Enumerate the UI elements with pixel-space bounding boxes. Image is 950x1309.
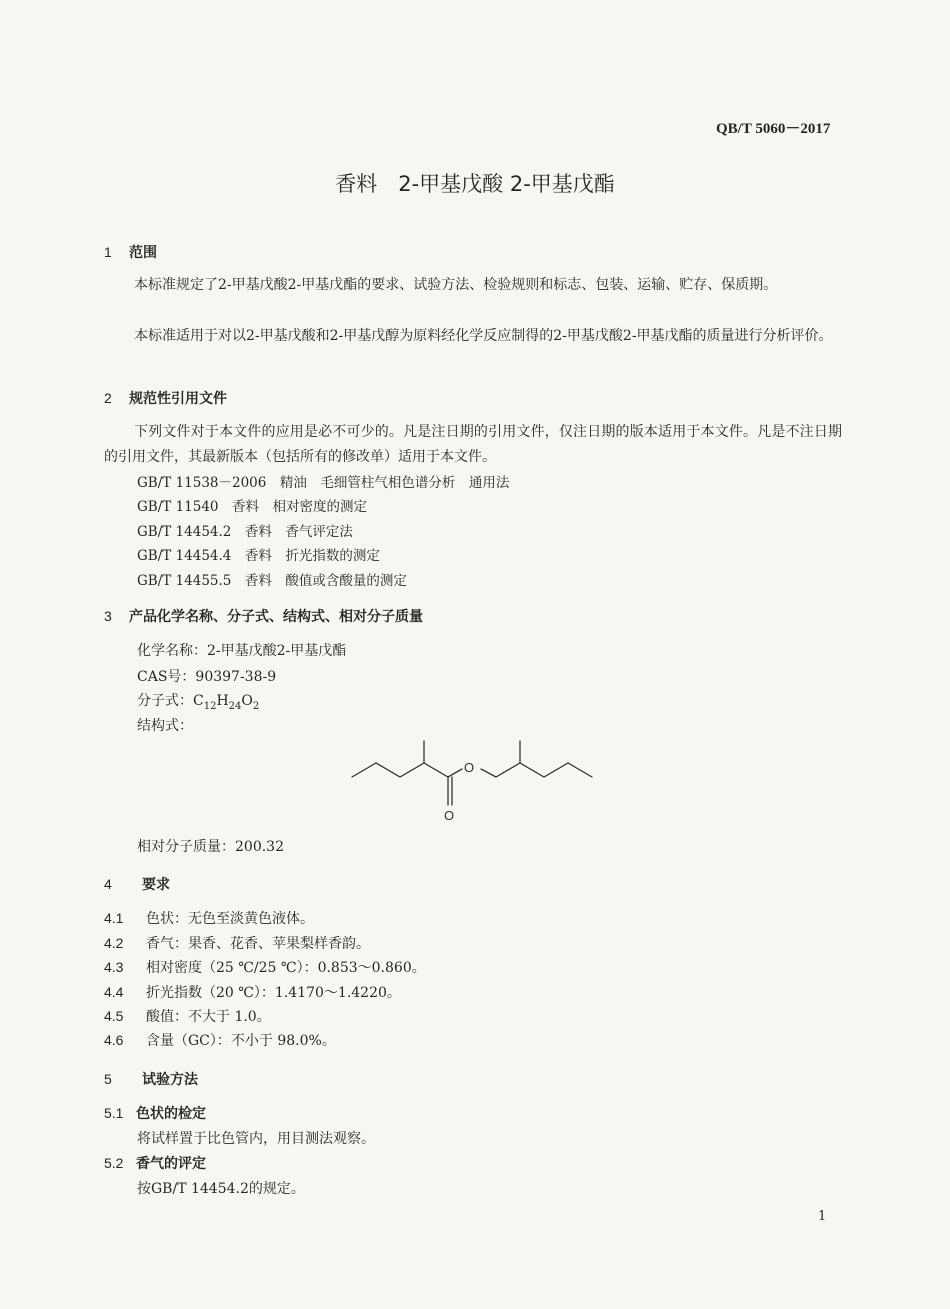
- molecular-mass: 相对分子质量：200.32: [137, 839, 284, 855]
- page-number: 1: [818, 1209, 827, 1224]
- requirement-item: 4.5 酸值：不大于 1.0。: [104, 1008, 271, 1025]
- section-2-paragraph: 下列文件对于本文件的应用是必不可少的。凡是注日期的引用文件，仅注日期的版本适用于本文件。凡是不注日期的引用文件，其最新版本（包括所有的修改单）适用于本文件。: [104, 424, 842, 465]
- section-number: 1: [104, 244, 112, 260]
- section-number: 3: [104, 608, 112, 624]
- section-title: 范围: [129, 245, 157, 261]
- section-5-heading: [104, 1069, 198, 1089]
- section-title: 产品化学名称、分子式、结构式、相对分子质量: [129, 609, 423, 625]
- section-number: 5: [104, 1071, 112, 1087]
- document-title: 香料 2-甲基戊酸 2-甲基戊酯: [335, 172, 615, 196]
- structure-label: 结构式：: [137, 718, 193, 734]
- requirement-item: 4.6 含量（GC）：不小于 98.0%。: [104, 1032, 336, 1049]
- reference-item: GB/T 11540 香料 相对密度的测定: [137, 499, 367, 515]
- requirement-item: 4.4 折光指数（20 ℃）：1.4170～1.4220。: [104, 984, 401, 1001]
- section-3-heading: [104, 606, 423, 626]
- molecular-formula: 分子式：$C_{12}H_{24}O_2$: [137, 693, 260, 712]
- requirement-item: 4.2 香气：果香、花香、苹果梨样香韵。: [104, 935, 370, 952]
- subsection-5-2-text: 按GB/T 14454.2的规定。: [137, 1181, 305, 1197]
- section-title: 规范性引用文件: [129, 391, 227, 407]
- requirement-item: 4.1 色状：无色至淡黄色液体。: [104, 910, 314, 927]
- section-title: 试验方法: [142, 1072, 198, 1088]
- reference-item: GB/T 14455.5 香料 酸值或含酸量的测定: [137, 573, 407, 589]
- section-number: 2: [104, 390, 112, 406]
- section-1-paragraph-1: 本标准规定了2-甲基戊酸2-甲基戊酯的要求、试验方法、检验规则和标志、包装、运输、贮存、保质期。: [134, 277, 778, 293]
- subsection-5-1-heading: 5.1 色状的检定: [104, 1105, 206, 1122]
- section-title: 要求: [142, 877, 170, 893]
- section-1-paragraph-2: 本标准适用于对以2-甲基戊酸和2-甲基戊醇为原料经化学反应制得的2-甲基戊酸2-甲基戊酯的质量进行分析评价。: [134, 328, 833, 344]
- section-4-heading: [104, 874, 170, 894]
- reference-item: GB/T 14454.2 香料 香气评定法: [137, 524, 353, 540]
- cas-number: CAS号：90397-38-9: [137, 669, 277, 685]
- structural-formula: [340, 735, 610, 825]
- section-2-heading: [104, 388, 227, 408]
- carbonyl-oxygen-label: O: [444, 808, 455, 823]
- subsection-5-1-text: 将试样置于比色管内，用目测法观察。: [137, 1131, 375, 1147]
- chemical-name: 化学名称：2-甲基戊酸2-甲基戊酯: [137, 643, 347, 659]
- section-1-heading: [104, 242, 157, 262]
- requirement-item: 4.3 相对密度（25 ℃/25 ℃）：0.853～0.860。: [104, 959, 426, 976]
- reference-item: GB/T 11538－2006 精油 毛细管柱气相色谱分析 通用法: [137, 475, 510, 491]
- section-number: 4: [104, 876, 112, 892]
- subsection-5-2-heading: 5.2 香气的评定: [104, 1155, 206, 1172]
- standard-code: QB/T 5060－2017: [716, 121, 831, 137]
- ester-oxygen-label: O: [464, 760, 475, 775]
- reference-item: GB/T 14454.4 香料 折光指数的测定: [137, 548, 380, 564]
